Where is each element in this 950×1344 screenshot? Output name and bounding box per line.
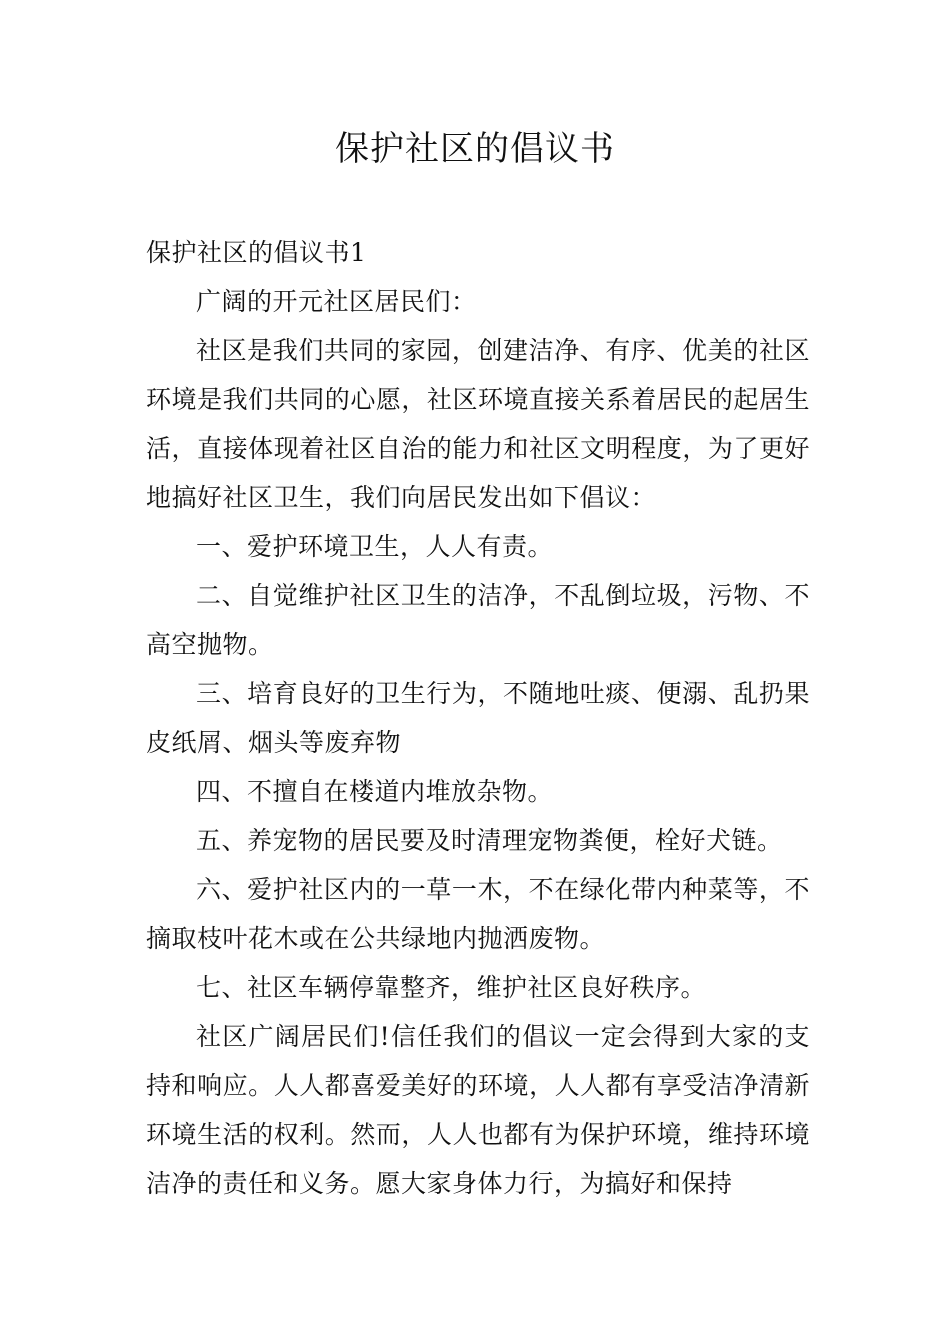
proposal-item-1: 一、爱护环境卫生，人人有责。: [196, 532, 554, 561]
proposal-item-4: 四、不擅自在楼道内堆放杂物。: [196, 777, 554, 806]
proposal-item-3: 三、培育良好的卫生行为，不随地吐痰、便溺、乱扔果皮纸屑、烟头等废弃物: [146, 679, 810, 757]
salutation: 广阔的开元社区居民们：: [196, 287, 477, 316]
section-heading: 保护社区的倡议书1: [146, 238, 367, 267]
proposal-item-7: 七、社区车辆停靠整齐，维护社区良好秩序。: [196, 973, 707, 1002]
document-title: 保护社区的倡议书: [335, 129, 615, 169]
proposal-item-6: 六、爱护社区内的一草一木，不在绿化带内种菜等，不摘取枝叶花木或在公共绿地内抛洒废物。: [146, 875, 810, 953]
intro-paragraph: 社区是我们共同的家园，创建洁净、有序、优美的社区环境是我们共同的心愿，社区环境直接关系着居民的起居生活，直接体现着社区自治的能力和社区文明程度，为了更好地搞好社区卫生，我们向居民发出如下倡议：: [146, 336, 810, 512]
proposal-item-5: 五、养宠物的居民要及时清理宠物粪便，栓好犬链。: [196, 826, 783, 855]
closing-paragraph: 社区广阔居民们!信任我们的倡议一定会得到大家的支持和响应。人人都喜爱美好的环境，人人都有享受洁净清新环境生活的权利。然而，人人也都有为保护环境，维持环境洁净的责任和义务。愿大家身体力行，为搞好和保持: [146, 1022, 810, 1198]
proposal-item-2: 二、自觉维护社区卫生的洁净，不乱倒垃圾，污物、不高空抛物。: [146, 581, 810, 659]
document-body: [146, 228, 810, 1208]
